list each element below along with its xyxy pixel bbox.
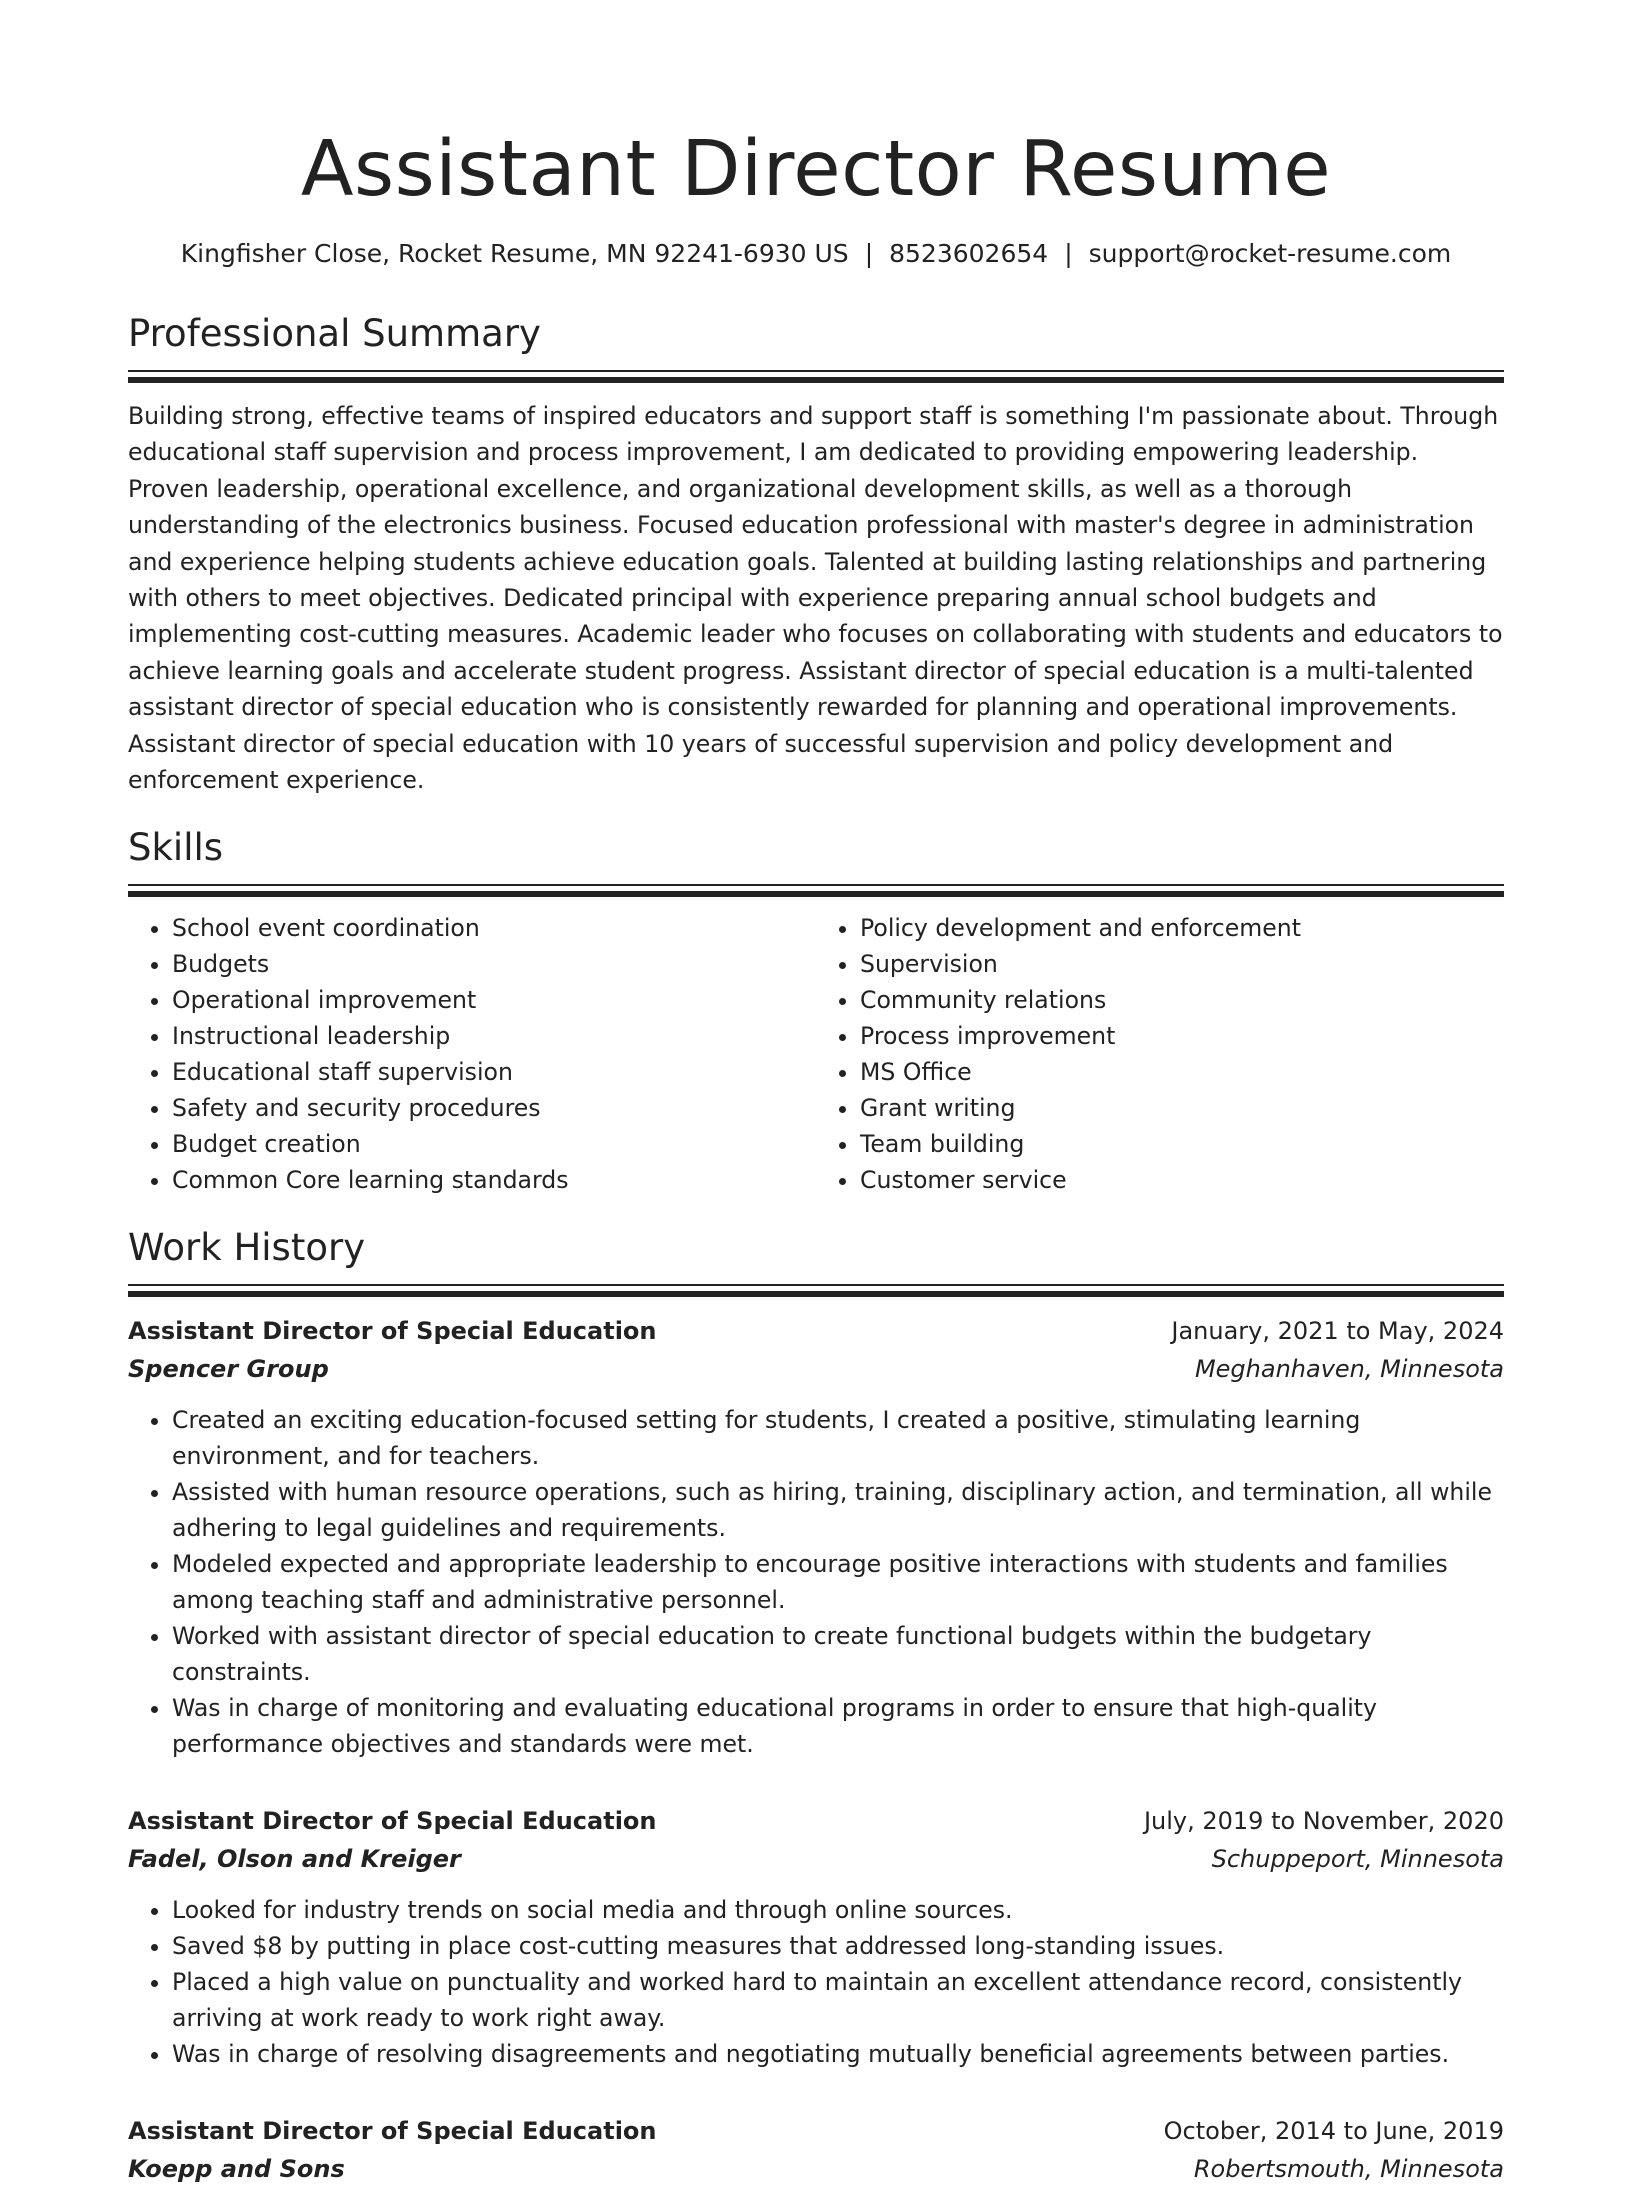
section-heading-summary: Professional Summary <box>128 312 541 355</box>
contact-line <box>128 236 1504 272</box>
contact-address: Kingfisher Close, Rocket Resume, MN 92241-6930 US <box>180 239 849 268</box>
skill-item: • Process improvement <box>860 1018 1504 1054</box>
job-dates: October, 2014 to June, 2019 <box>1163 2117 1504 2146</box>
section-divider <box>128 370 1504 384</box>
job-bullet: • Worked with assistant director of special education to create functional budgets within the budgetary constraints. <box>172 1618 1504 1690</box>
job-subheader <box>128 1350 1504 1388</box>
skill-item: • Budgets <box>172 946 816 982</box>
job-location: Robertsmouth, Minnesota <box>1193 2155 1504 2184</box>
job-bullet: • Created an exciting education-focused setting for students, I created a positive, stimulating learning environment, and for teachers. <box>172 1402 1504 1474</box>
resume-page <box>128 118 1504 2188</box>
job-header <box>128 1312 1504 1350</box>
job-bullet: • Was in charge of monitoring and evaluating educational programs in order to ensure that high-quality performance objectives and standards were met. <box>172 1690 1504 1762</box>
section-divider <box>128 1284 1504 1298</box>
job-bullets <box>128 1402 1504 1762</box>
skills-list-right <box>816 910 1504 1198</box>
summary-text: Building strong, effective teams of inspired educators and support staff is something I'm passionate about. Through educational staff supervision and process improvement, I am dedicated to providing empowering leadership. Proven leadership, operational excellence, and organizational development skills, as well as a thorough understanding of the electronics business. Focused education professional with master's degree in administration and experience helping students achieve education goals. Talented at building lasting relationships and partnering with others to meet objectives. Dedicated principal with experience preparing annual school budgets and implementing cost-cutting measures. Academic leader who focuses on collaborating with students and educators to achieve learning goals and accelerate student progress. Assistant director of special education is a multi-talented assistant director of special education who is consistently rewarded for planning and operational improvements. Assistant director of special education with 10 years of successful supervision and policy development and enforcement experience. <box>128 402 1503 795</box>
job-location: Schuppeport, Minnesota <box>1211 1845 1504 1874</box>
job-title: Assistant Director of Special Education <box>128 1807 657 1836</box>
job-location: Meghanhaven, Minnesota <box>1194 1355 1504 1384</box>
job-title: Assistant Director of Special Education <box>128 1317 657 1346</box>
skill-item: • Instructional leadership <box>172 1018 816 1054</box>
job-company: Spencer Group <box>128 1355 329 1384</box>
job-entry <box>128 1312 1504 1762</box>
skills-list-left <box>128 910 816 1198</box>
job-bullet: • Modeled expected and appropriate leadership to encourage positive interactions with students and families among teaching staff and administrative personnel. <box>172 1546 1504 1618</box>
job-subheader <box>128 1840 1504 1878</box>
job-bullet: • Saved $8 by putting in place cost-cutting measures that addressed long-standing issues. <box>172 1928 1504 1964</box>
skill-item: • Policy development and enforcement <box>860 910 1504 946</box>
skill-item: • Community relations <box>860 982 1504 1018</box>
job-title: Assistant Director of Special Education <box>128 2117 657 2146</box>
job-dates: July, 2019 to November, 2020 <box>1143 1807 1504 1836</box>
contact-email: support@rocket-resume.com <box>1088 239 1452 268</box>
skills-columns <box>128 910 1504 1198</box>
skill-item: • Operational improvement <box>172 982 816 1018</box>
job-bullet: • Placed a high value on punctuality and worked hard to maintain an excellent attendance record, consistently arriving at work ready to work right away. <box>172 1964 1504 2036</box>
job-bullet: • Assisted with human resource operations, such as hiring, training, disciplinary action, and termination, all while adhering to legal guidelines and requirements. <box>172 1474 1504 1546</box>
skill-item: • Grant writing <box>860 1090 1504 1126</box>
contact-phone: 8523602654 <box>889 239 1049 268</box>
skill-item: • School event coordination <box>172 910 816 946</box>
section-heading-skills: Skills <box>128 826 224 870</box>
skill-item: • Customer service <box>860 1162 1504 1198</box>
skill-item: • Supervision <box>860 946 1504 982</box>
skill-item: • Common Core learning standards <box>172 1162 816 1198</box>
section-heading-work-history: Work History <box>128 1226 366 1270</box>
work-history-section <box>128 1224 1504 2188</box>
job-entry <box>128 1802 1504 2072</box>
skill-item: • Team building <box>860 1126 1504 1162</box>
job-dates: January, 2021 to May, 2024 <box>1171 1317 1504 1346</box>
job-header <box>128 1802 1504 1840</box>
skill-item: • MS Office <box>860 1054 1504 1090</box>
job-header <box>128 2112 1504 2150</box>
job-bullets <box>128 1892 1504 2072</box>
job-bullet: • Looked for industry trends on social media and through online sources. <box>172 1892 1504 1928</box>
contact-separator: | <box>864 239 874 268</box>
job-entry <box>128 2112 1504 2188</box>
job-bullet: • Was in charge of resolving disagreements and negotiating mutually beneficial agreements between parties. <box>172 2036 1504 2072</box>
resume-title: Assistant Director Resume <box>300 125 1332 214</box>
skills-section <box>128 824 1504 1198</box>
section-divider <box>128 884 1504 898</box>
skill-item: • Budget creation <box>172 1126 816 1162</box>
job-company: Fadel, Olson and Kreiger <box>128 1845 461 1874</box>
summary-section <box>128 310 1504 798</box>
skill-item: • Educational staff supervision <box>172 1054 816 1090</box>
contact-separator: | <box>1064 239 1073 268</box>
skill-item: • Safety and security procedures <box>172 1090 816 1126</box>
job-subheader <box>128 2150 1504 2188</box>
job-company: Koepp and Sons <box>128 2155 345 2184</box>
